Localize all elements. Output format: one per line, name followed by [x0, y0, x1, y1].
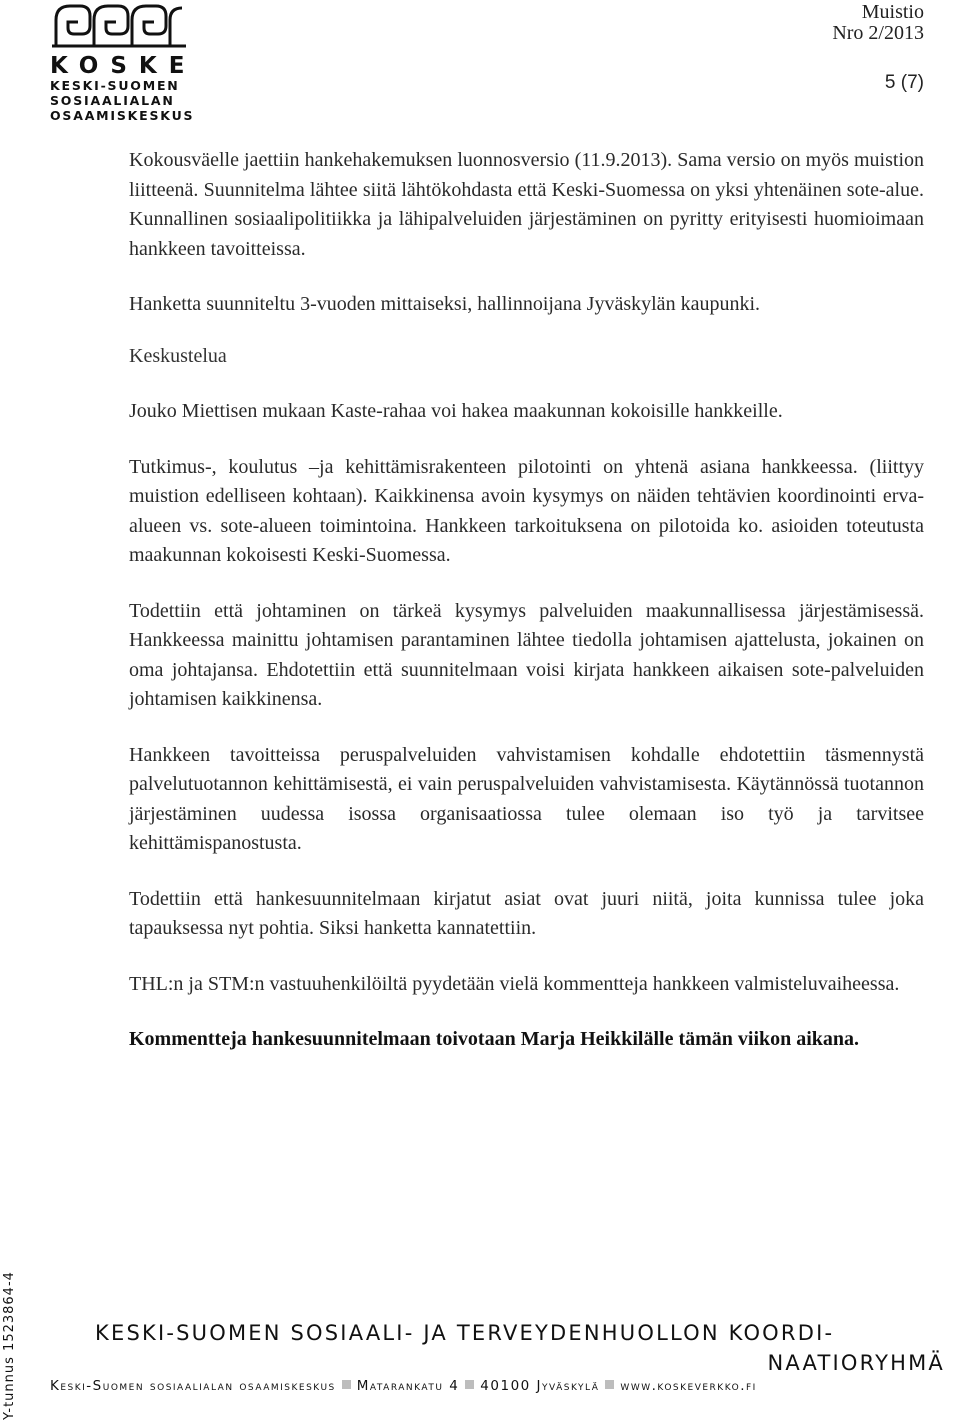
paragraph-1: Kokousväelle jaettiin hankehakemuksen luonnosversio (11.9.2013). Sama versio on myös muistion liitteenä. Suunnitelma lähtee siitä lähtökohdasta että Keski-Suomessa on yksi yhtenäinen sote-alue. Kunnallinen sosiaalipolitiikka ja lähipalveluiden järjestäminen on pyritty erityisesti huomioimaan hankkeen tavoitteissa. — [129, 149, 924, 260]
paragraph-7: Todettiin että hankesuunnitelmaan kirjatut asiat ovat juuri niitä, joita kunnissa tulee joka tapauksessa nyt pohtia. Siksi hanketta kannatettiin. — [129, 887, 924, 939]
memo-body — [129, 146, 924, 1081]
footer-website-link[interactable]: www.koskeverkko.fi — [620, 1378, 757, 1394]
logo-line-1: KESKI-SUOMEN — [50, 78, 180, 93]
separator-square-icon — [342, 1380, 351, 1389]
logo-line-2: SOSIAALIALAN — [50, 93, 175, 108]
separator-square-icon — [605, 1380, 614, 1389]
koske-logo — [50, 0, 197, 123]
footer-title-line-2: NAATIORYHMÄ — [767, 1351, 945, 1375]
paragraph-4: Tutkimus-, koulutus –ja kehittämisrakenteen pilotointi on yhtenä asiana hankkeessa. (liittyy muistion edelliseen kohtaan). Kaikkinensa avoin kysymys on näiden tehtävien koordinointi erva-alueen vs. sote-alueen toimintoina. Hankkeen tarkoituksena on pilotoida ko. asioiden toteutusta maakunnan kokoisesti Keski-Suomessa. — [129, 455, 924, 566]
meander-pattern-icon — [50, 0, 190, 50]
document-type: Muistio — [861, 1, 924, 23]
section-heading: Keskustelua — [129, 344, 227, 367]
paragraph-6: Hankkeen tavoitteissa peruspalveluiden vahvistamisen kohdalle ehdotettiin täsmennystä palvelutuotannon kehittämisestä, ei vain peruspalveluiden vahvistamisesta. Käytännössä tuotannon järjestäminen uudessa isossa organisaatiossa tulee olemaan iso työ ja tarvitsee kehittämispanostusta. — [129, 743, 924, 854]
footer-title-line-1: KESKI-SUOMEN SOSIAALI- JA TERVEYDENHUOLLON KOORDI- — [95, 1321, 835, 1345]
paragraph-3: Jouko Miettisen mukaan Kaste-rahaa voi hakea maakunnan kokoisille hankkeille. — [129, 400, 783, 422]
footer-org: Keski-Suomen sosiaalialan osaamiskeskus — [50, 1378, 336, 1394]
logo-line-3: OSAAMISKESKUS — [50, 108, 195, 123]
footer-address: Matarankatu 4 — [356, 1378, 460, 1394]
logo-wordmark: KOSKE — [50, 53, 197, 79]
paragraph-5: Todettiin että johtaminen on tärkeä kysymys palveluiden maakunnallisessa järjestämisessä. Hankkeessa mainittu johtamisen parantaminen lähtee tiedolla johtamisen ajattelusta, jokainen on oma johtajansa. Ehdotettiin että suunnitelmaan voisi kirjata hankkeen aikaisen sote-palveluiden johtamisen kaikkinensa. — [129, 599, 924, 710]
footer-contact — [50, 1378, 955, 1394]
paragraph-8: THL:n ja STM:n vastuuhenkilöiltä pyydetään vielä kommentteja hankkeen valmisteluvaiheessa. — [129, 972, 900, 995]
business-id: Y-tunnus 1523864-4 — [2, 1271, 17, 1420]
separator-square-icon — [465, 1380, 474, 1389]
document-number: Nro 2/2013 — [832, 22, 924, 44]
footer-title — [95, 1318, 945, 1378]
closing-note: Kommentteja hankesuunnitelmaan toivotaan Marja Heikkilälle tämän viikon aikana. — [129, 1028, 860, 1050]
paragraph-2: Hanketta suunniteltu 3-vuoden mittaiseksi, hallinnoijana Jyväskylän kaupunki. — [129, 293, 760, 315]
footer-city: 40100 Jyväskylä — [480, 1378, 600, 1394]
page-number: 5 (7) — [884, 72, 924, 93]
